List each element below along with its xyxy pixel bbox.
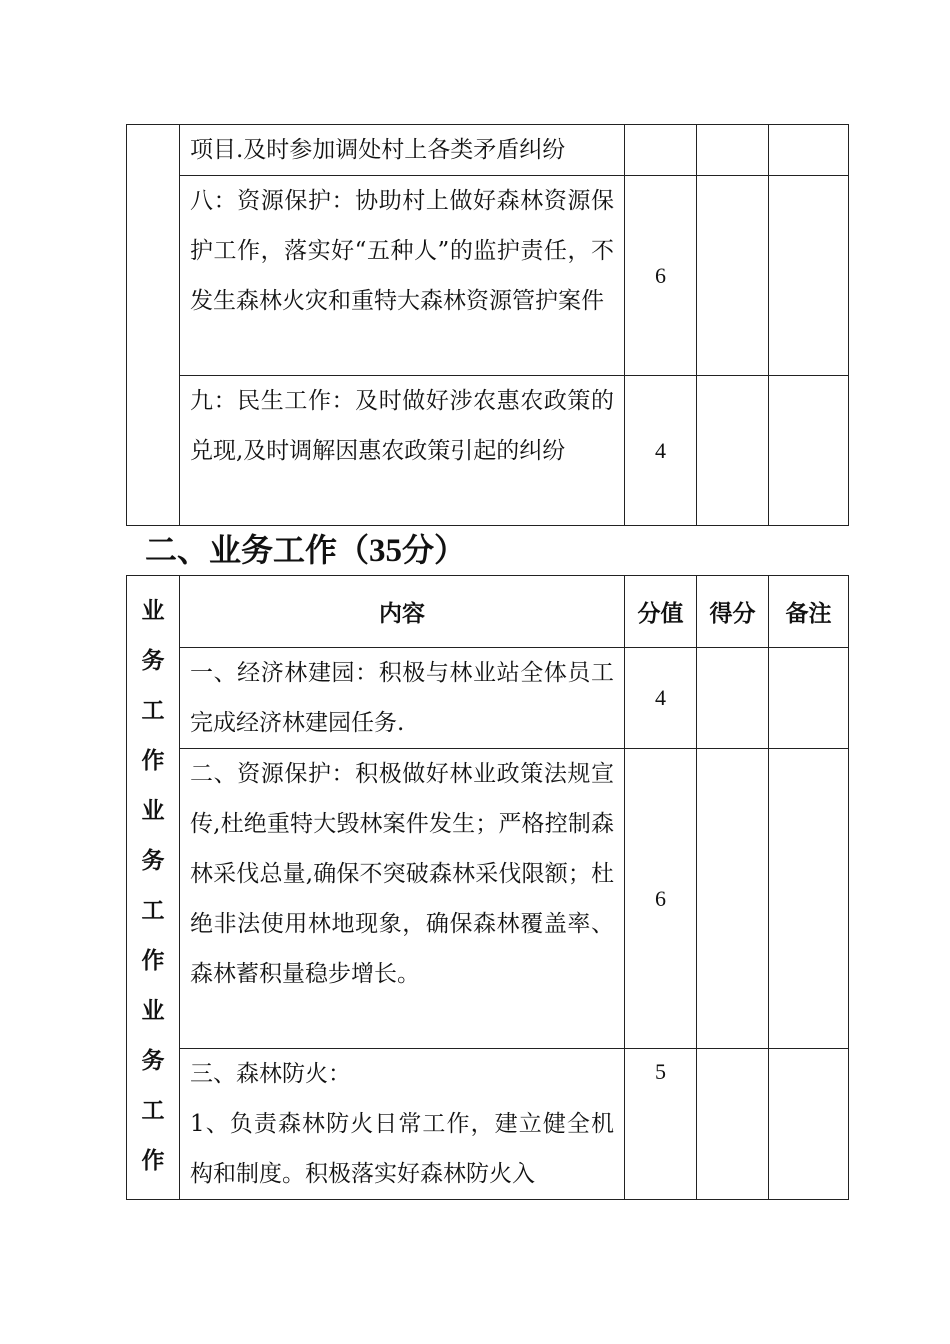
content-cell: 二、资源保护：积极做好林业政策法规宣传,杜绝重特大毁林案件发生；严格控制森林采伐总量,确保不突破森林采伐限额；杜绝非法使用林地现象，确保森林覆盖率、森林蓄积量稳步增长。 [180, 749, 625, 1049]
content-cell: 项目.及时参加调处村上各类矛盾纠纷 [180, 125, 625, 176]
header-content: 内容 [180, 576, 625, 648]
note-cell [769, 176, 849, 376]
score-cell: 5 [625, 1049, 697, 1200]
score-table-continued [126, 124, 849, 526]
score-cell [625, 125, 697, 176]
section-heading: 二、业务工作（35分） [145, 531, 467, 569]
got-cell [697, 749, 769, 1049]
vertical-category-label: 业 务 工 作 业 务 工 作 业 务 工 作 [127, 576, 180, 1200]
score-cell: 6 [625, 749, 697, 1049]
header-got: 得分 [697, 576, 769, 648]
header-note: 备注 [769, 576, 849, 648]
note-cell [769, 1049, 849, 1200]
table-row [127, 1049, 849, 1200]
table-row [127, 648, 849, 749]
business-work-table [126, 575, 849, 1200]
got-cell [697, 125, 769, 176]
content-cell: 八：资源保护：协助村上做好森林资源保护工作，落实好“五种人”的监护责任，不发生森林火灾和重特大森林资源管护案件 [180, 176, 625, 376]
score-cell: 4 [625, 376, 697, 526]
table-row [127, 749, 849, 1049]
header-score: 分值 [625, 576, 697, 648]
got-cell [697, 376, 769, 526]
got-cell [697, 176, 769, 376]
content-cell: 九：民生工作：及时做好涉农惠农政策的兑现,及时调解因惠农政策引起的纠纷 [180, 376, 625, 526]
score-cell: 6 [625, 176, 697, 376]
table-row [127, 125, 849, 176]
note-cell [769, 125, 849, 176]
score-cell: 4 [625, 648, 697, 749]
content-cell: 一、经济林建园：积极与林业站全体员工完成经济林建园任务. [180, 648, 625, 749]
got-cell [697, 648, 769, 749]
category-cell [127, 125, 180, 526]
table-row [127, 176, 849, 376]
note-cell [769, 749, 849, 1049]
content-cell: 三、森林防火： 1、负责森林防火日常工作，建立健全机构和制度。积极落实好森林防火入 [180, 1049, 625, 1200]
table-row [127, 376, 849, 526]
got-cell [697, 1049, 769, 1200]
note-cell [769, 376, 849, 526]
table-header-row [127, 576, 849, 648]
note-cell [769, 648, 849, 749]
